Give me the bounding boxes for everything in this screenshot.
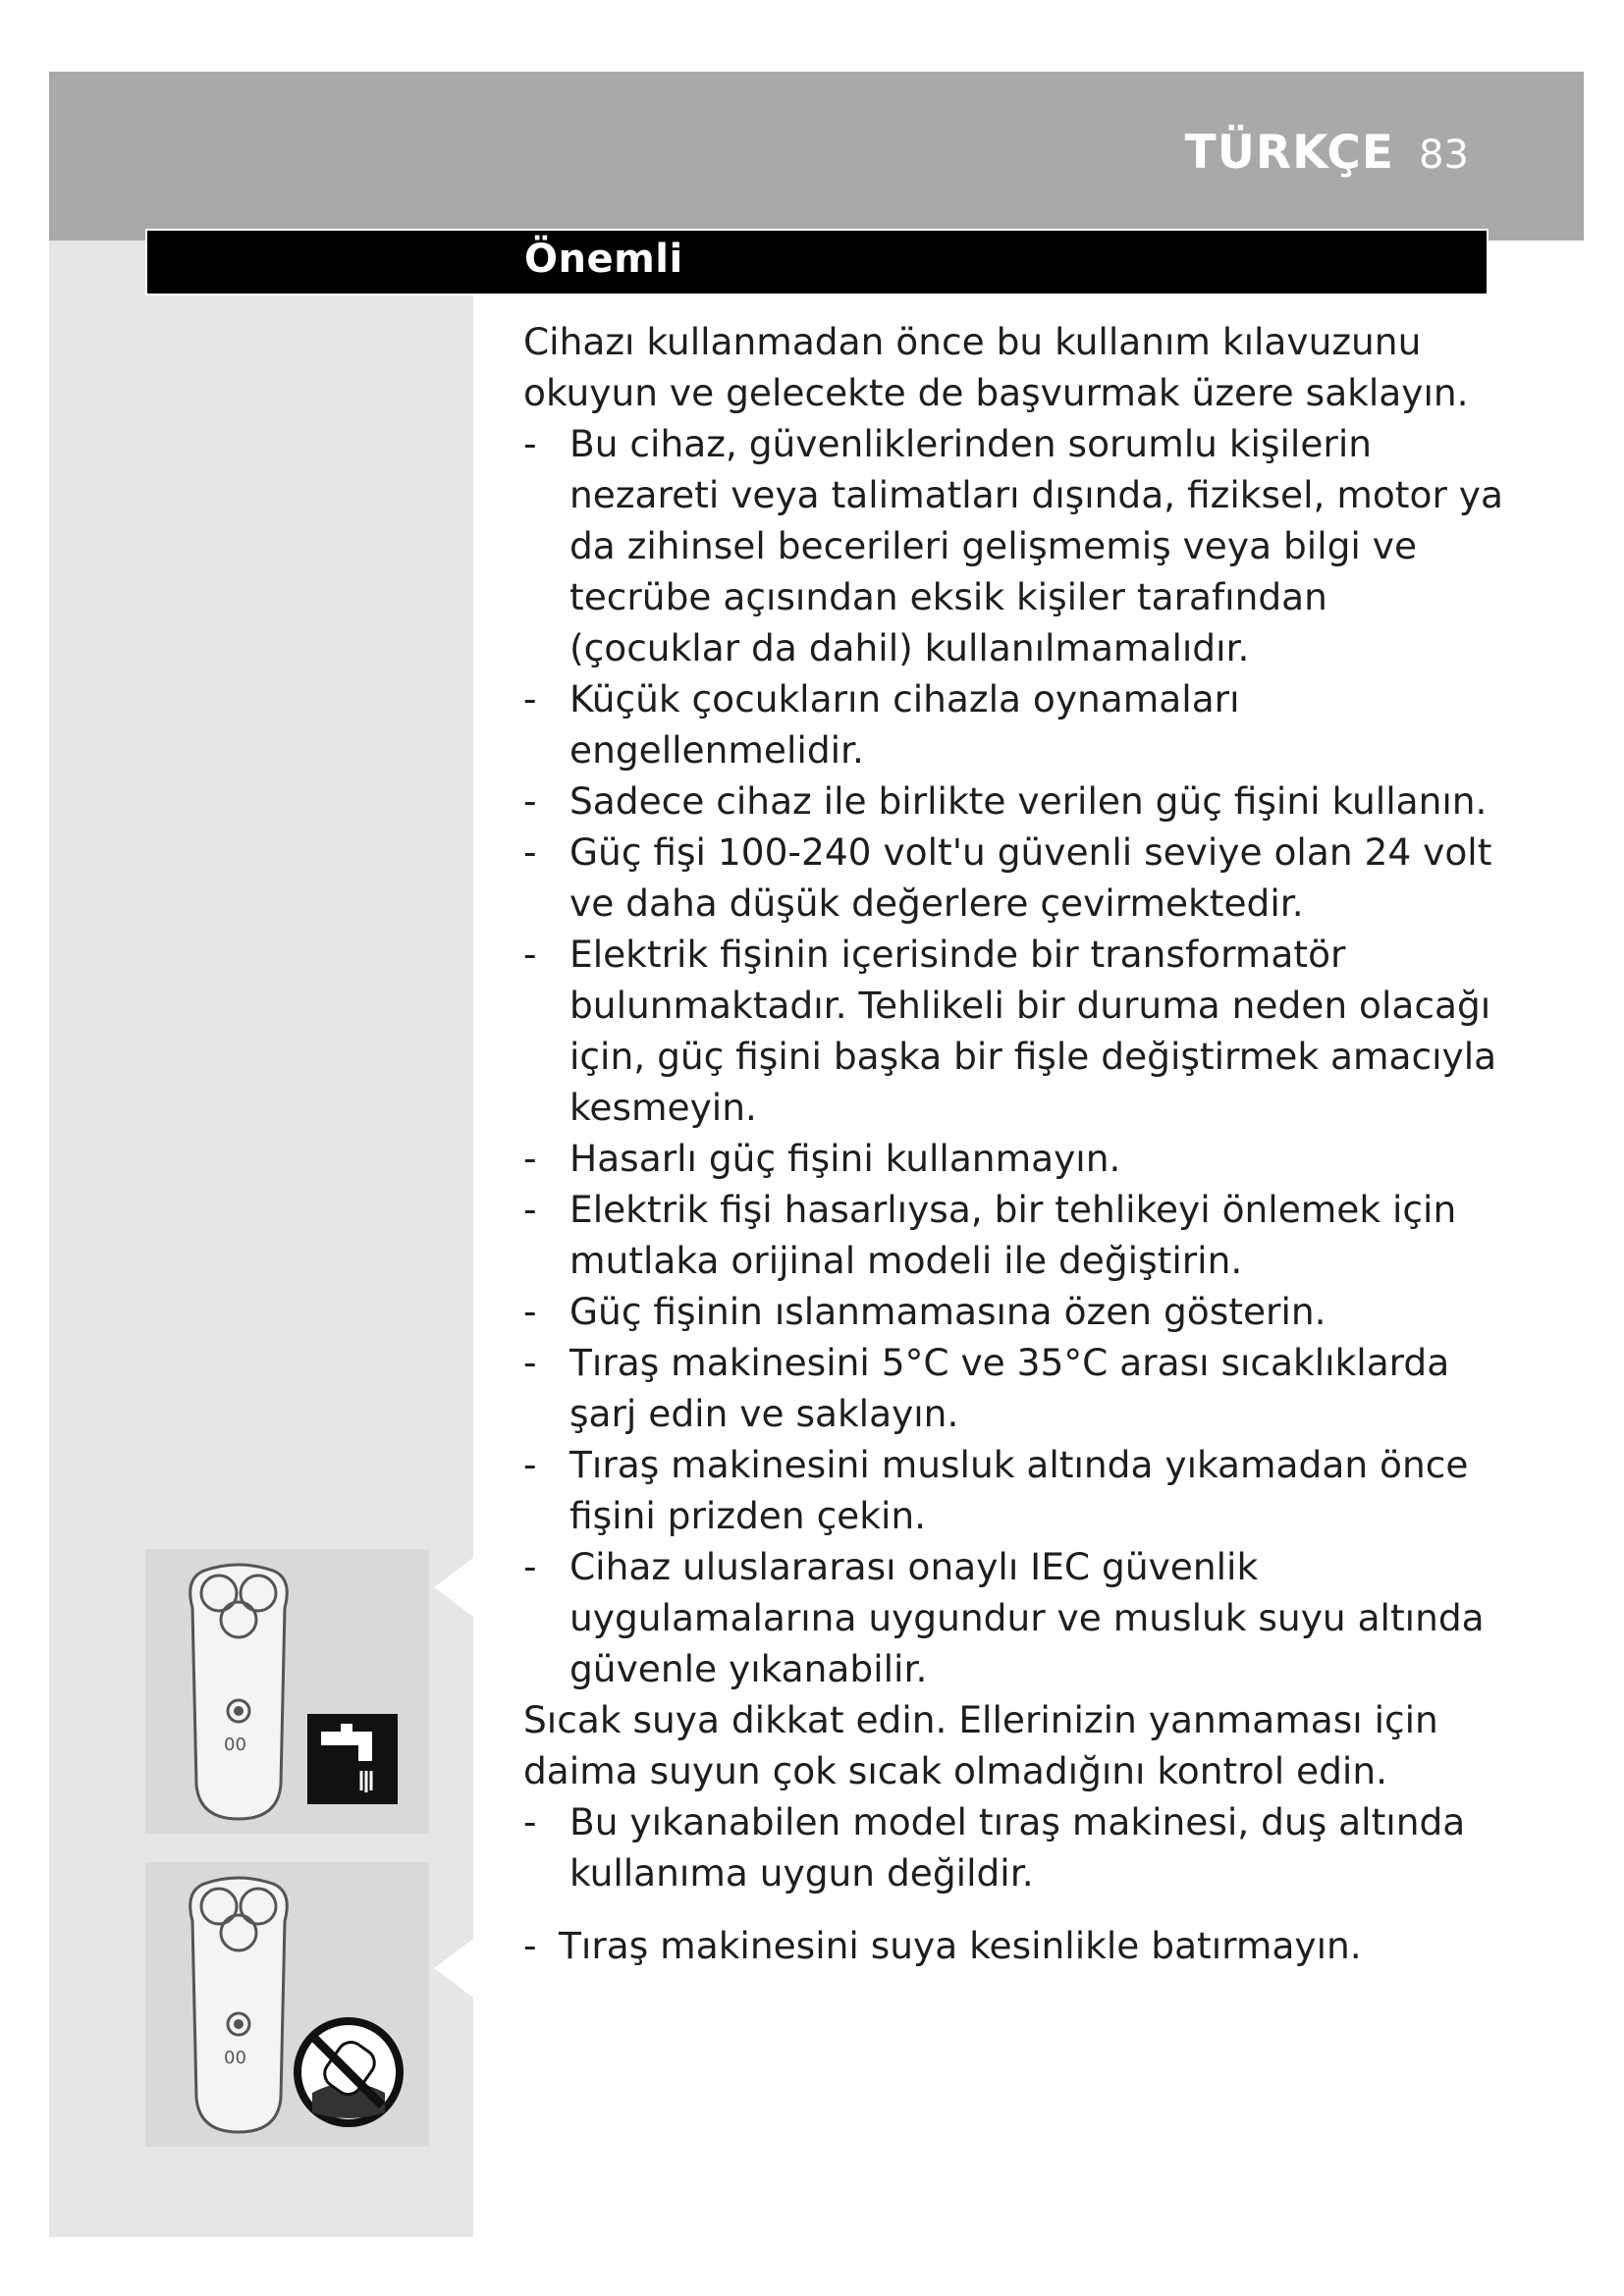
intro-paragraph: Cihazı kullanmadan önce bu kullanım kılavuzunu okuyun ve gelecekte de başvurmak üzere saklayın.: [523, 320, 1469, 414]
no-immersion-icon: [291, 2014, 406, 2130]
section-title: Önemli: [524, 237, 683, 282]
bullet-item: - Tıraş makinesini 5°C ve 35°C arası sıcaklıklarda şarj edin ve saklayın.: [523, 1337, 1505, 1439]
bullet-item-immerse: - Tıraş makinesini suya kesinlikle batırmayın.: [523, 1920, 1505, 1971]
figure-pointer: [434, 1939, 473, 1998]
bullet-item: - Tıraş makinesini musluk altında yıkamadan önce fişini prizden çekin.: [523, 1439, 1505, 1541]
bullet-item: - Elektrik fişinin içerisinde bir transformatör bulunmaktadır. Tehlikeli bir duruma neden olacağı için, güç fişini başka bir fişle değiştirmek amacıyla kesmeyin.: [523, 929, 1505, 1133]
water-tap-icon: [307, 1714, 398, 1804]
language-heading: TÜRKÇE: [1184, 126, 1394, 180]
bullet-item: - Cihaz uluslararası onaylı IEC güvenlik uygulamalarına uygundur ve musluk suyu altında güvenle yıkanabilir.: [523, 1541, 1505, 1694]
bullet-item: - Sadece cihaz ile birlikte verilen güç fişini kullanın.: [523, 775, 1505, 827]
bullet-item-shower: - Bu yıkanabilen model tıraş makinesi, duş altında kullanıma uygun değildir.: [523, 1796, 1505, 1898]
shaver-no-immerse-illustration: [145, 1862, 429, 2147]
warning-paragraph: Sıcak suya dikkat edin. Ellerinizin yanmaması için daima suyun çok sıcak olmadığını kontrol edin.: [523, 1698, 1438, 1792]
content-body: [523, 316, 1505, 1971]
page-number: 83: [1419, 133, 1469, 178]
svg-text:00: 00: [224, 1735, 246, 1755]
bullet-item: - Bu cihaz, güvenliklerinden sorumlu kişilerin nezareti veya talimatları dışında, fiziksel, motor ya da zihinsel becerileri gelişmemiş veya bilgi ve tecrübe açısından eksik kişiler tarafından (çocuklar da dahil) kullanılmamalıdır.: [523, 418, 1505, 673]
bullet-item: - Güç fişinin ıslanmamasına özen gösterin.: [523, 1286, 1505, 1337]
bullet-item: - Elektrik fişi hasarlıysa, bir tehlikeyi önlemek için mutlaka orijinal modeli ile değiştirin.: [523, 1184, 1505, 1286]
shaver-tap-illustration: [145, 1549, 429, 1834]
section-bar: [145, 229, 1489, 295]
bullet-item: - Güç fişi 100-240 volt'u güvenli seviye olan 24 volt ve daha düşük değerlere çevirmektedir.: [523, 827, 1505, 929]
figure-pointer: [434, 1558, 473, 1617]
bullet-item: - Hasarlı güç fişini kullanmayın.: [523, 1133, 1505, 1184]
svg-text:00: 00: [224, 2048, 246, 2068]
bullet-item: - Küçük çocukların cihazla oynamaları engellenmelidir.: [523, 673, 1505, 775]
